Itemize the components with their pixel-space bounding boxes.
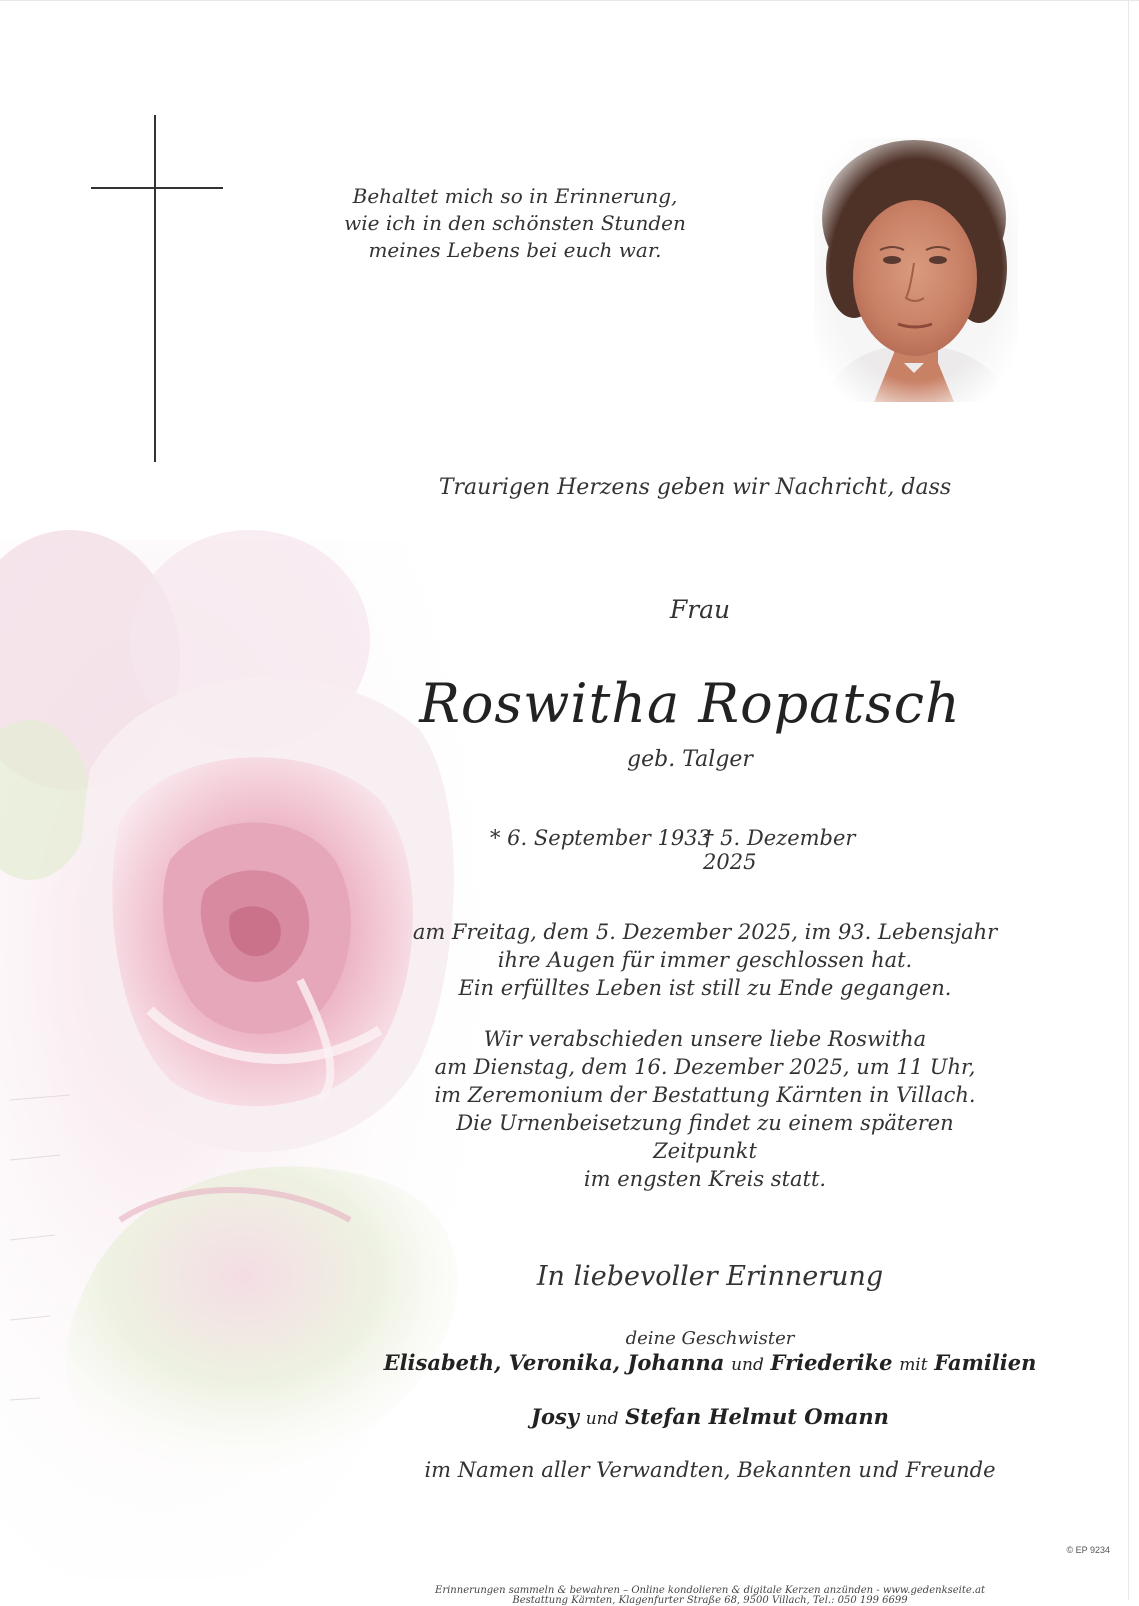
relatives-and: und bbox=[585, 1409, 619, 1429]
right-edge bbox=[1128, 0, 1129, 1600]
siblings-with: mit bbox=[899, 1355, 928, 1375]
siblings-families: Familien bbox=[934, 1350, 1037, 1375]
para1-line-3: Ein erfülltes Leben ist still zu Ende gegangen. bbox=[458, 976, 952, 1000]
siblings-label: deine Geschwister bbox=[625, 1328, 795, 1349]
footer-line-2: Bestattung Kärnten, Klagenfurter Straße 68, 9500 Villach, Tel.: 050 199 6699 bbox=[512, 1595, 908, 1606]
siblings-names bbox=[380, 1350, 1040, 1375]
verse-line-1: Behaltet mich so in Erinnerung, bbox=[352, 184, 678, 208]
para2-line-4: Die Urnenbeisetzung findet zu einem späteren Zeitpunkt bbox=[456, 1111, 954, 1163]
cross-vertical-bar bbox=[154, 115, 156, 462]
deceased-name: Roswitha Ropatsch bbox=[419, 672, 961, 735]
salutation: Frau bbox=[669, 595, 731, 624]
top-edge bbox=[0, 0, 1139, 1]
sibling-name-4: Friederike bbox=[770, 1350, 893, 1375]
relative-name-2: Stefan Helmut Omann bbox=[625, 1404, 889, 1429]
farewell-paragraph bbox=[405, 1025, 1005, 1193]
verse-line-3: meines Lebens bei euch war. bbox=[368, 238, 662, 262]
relatives-names bbox=[460, 1404, 960, 1429]
death-notice-paragraph bbox=[405, 918, 1005, 1002]
relative-name-1: Josy bbox=[531, 1404, 579, 1429]
para1-line-2: ihre Augen für immer geschlossen hat. bbox=[497, 948, 913, 972]
para2-line-3: im Zeremonium der Bestattung Kärnten in Villach. bbox=[434, 1083, 976, 1107]
memory-heading: In liebevoller Erinnerung bbox=[536, 1261, 884, 1292]
para1-line-1: am Freitag, dem 5. Dezember 2025, im 93. Lebensjahr bbox=[412, 920, 998, 944]
para2-line-5: im engsten Kreis statt. bbox=[583, 1167, 827, 1191]
portrait-image bbox=[814, 138, 1018, 402]
para2-line-2: am Dienstag, dem 16. Dezember 2025, um 11 Uhr, bbox=[434, 1055, 976, 1079]
birth-date: * 6. September 1933 bbox=[490, 826, 711, 850]
cross-horizontal-bar bbox=[91, 187, 223, 189]
verse-quote bbox=[330, 183, 700, 264]
sibling-names-1: Elisabeth, Veronika, Johanna bbox=[383, 1350, 725, 1375]
maiden-name: geb. Talger bbox=[627, 747, 753, 772]
closing-line: im Namen aller Verwandten, Bekannten und Freunde bbox=[424, 1458, 996, 1482]
document-code: © EP 9234 bbox=[1066, 1545, 1110, 1555]
siblings-and: und bbox=[731, 1355, 764, 1375]
death-date: † 5. Dezember 2025 bbox=[703, 826, 856, 874]
footer-line-1: Erinnerungen sammeln & bewahren – Online kondolieren & digitale Kerzen anzünden - www.gedenkseite.at bbox=[435, 1585, 985, 1596]
verse-line-2: wie ich in den schönsten Stunden bbox=[344, 211, 686, 235]
para2-line-1: Wir verabschieden unsere liebe Roswitha bbox=[483, 1027, 927, 1051]
portrait-photo bbox=[814, 138, 1018, 402]
intro-text: Traurigen Herzens geben wir Nachricht, dass bbox=[438, 475, 952, 500]
